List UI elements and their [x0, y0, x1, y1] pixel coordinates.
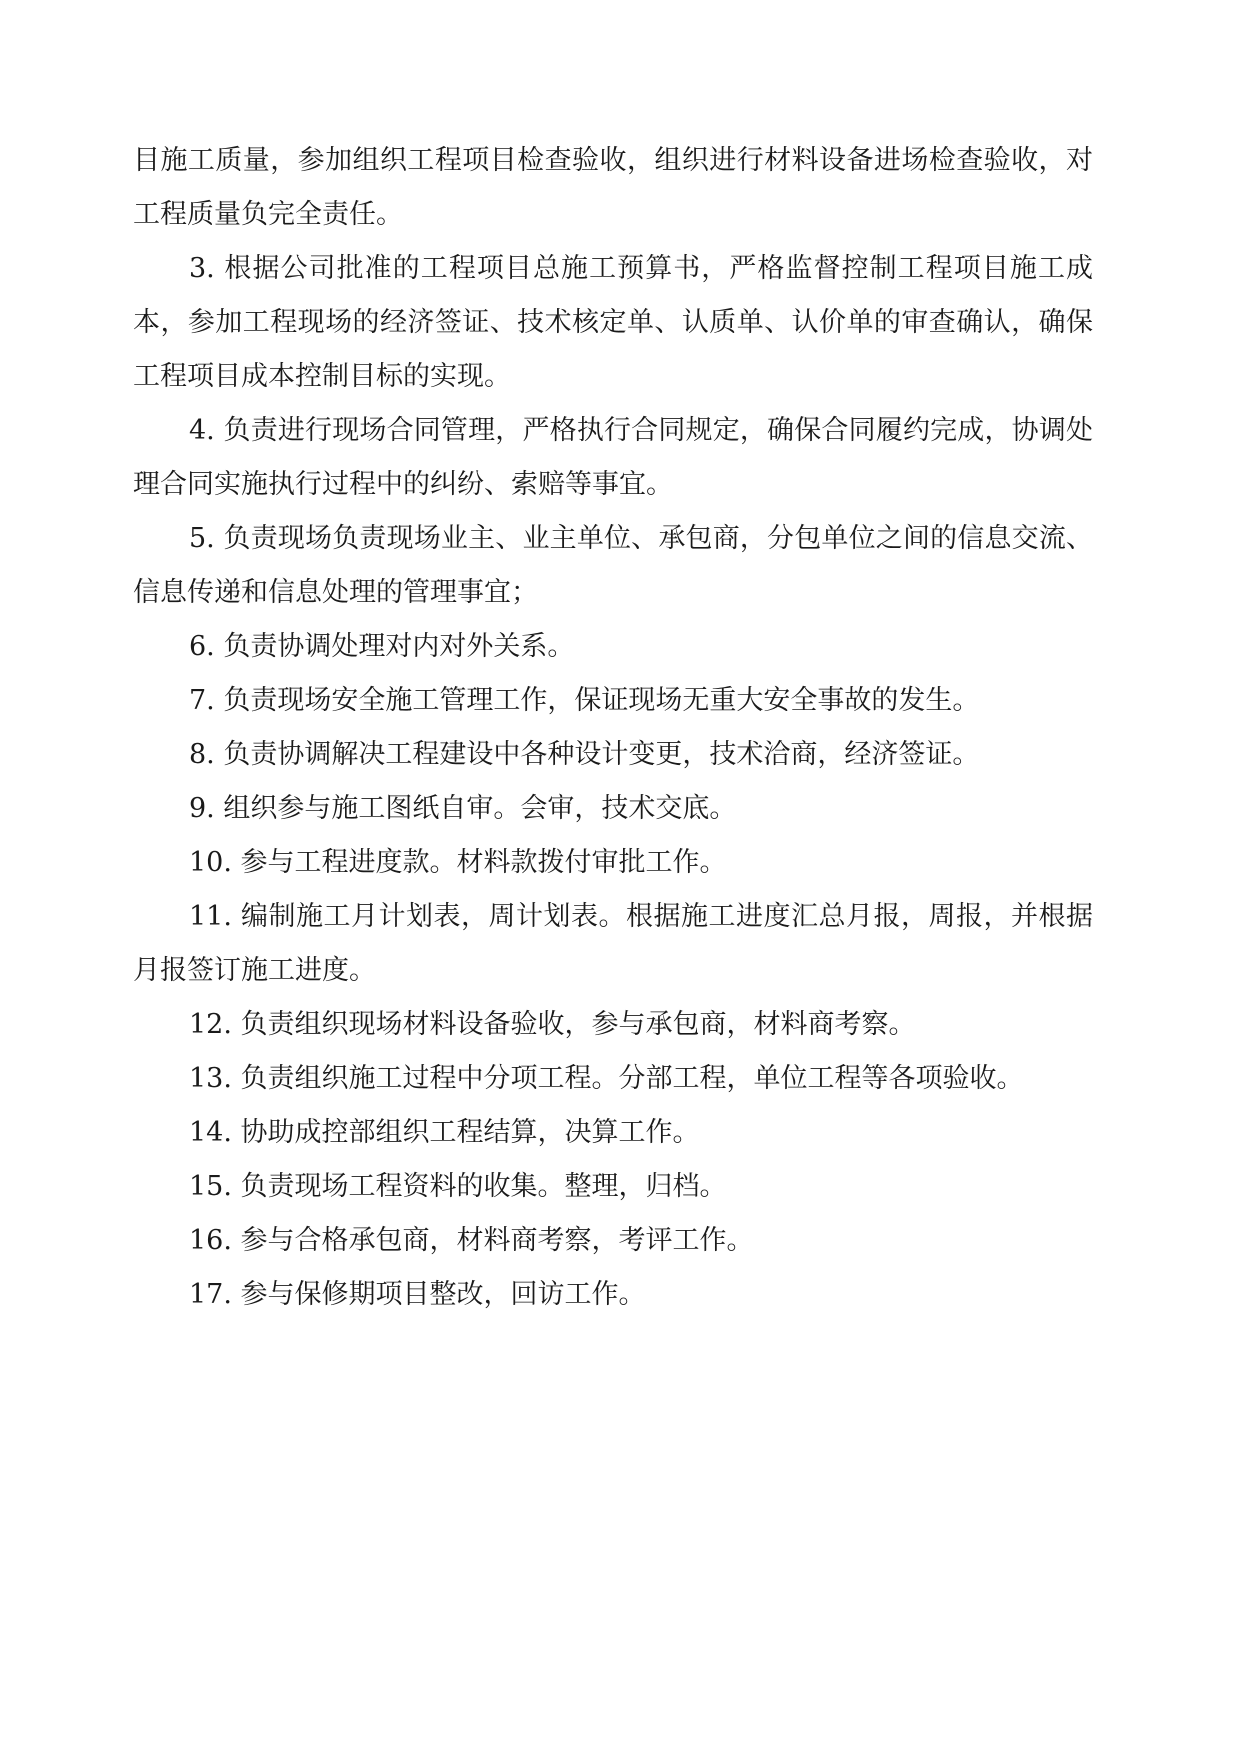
list-item-8: 8. 负责协调解决工程建设中各种设计变更，技术洽商，经济签证。 [189, 739, 980, 770]
list-item-4: 4. 负责进行现场合同管理，严格执行合同规定，确保合同履约完成，协调处理合同实施执行过程中的纠纷、索赔等事宜。 [133, 415, 1093, 500]
list-item-12: 12. 负责组织现场材料设备验收，参与承包商，材料商考察。 [189, 1009, 916, 1040]
list-item-17: 17. 参与保修期项目整改，回访工作。 [189, 1279, 646, 1310]
document-body [133, 134, 1093, 1322]
list-item-7: 7. 负责现场安全施工管理工作，保证现场无重大安全事故的发生。 [189, 685, 980, 716]
list-item-10: 10. 参与工程进度款。材料款拨付审批工作。 [189, 847, 727, 878]
list-item-14: 14. 协助成控部组织工程结算，决算工作。 [189, 1117, 700, 1148]
list-item-3: 3. 根据公司批准的工程项目总施工预算书，严格监督控制工程项目施工成本，参加工程现场的经济签证、技术核定单、认质单、认价单的审查确认，确保工程项目成本控制目标的实现。 [133, 253, 1093, 392]
list-item-13: 13. 负责组织施工过程中分项工程。分部工程，单位工程等各项验收。 [189, 1063, 1024, 1094]
list-item-6: 6. 负责协调处理对内对外关系。 [189, 631, 575, 662]
list-item-9: 9. 组织参与施工图纸自审。会审，技术交底。 [189, 793, 737, 824]
list-item-11: 11. 编制施工月计划表，周计划表。根据施工进度汇总月报，周报，并根据月报签订施工进度。 [133, 901, 1093, 986]
paragraph-continuation: 目施工质量，参加组织工程项目检查验收，组织进行材料设备进场检查验收，对工程质量负完全责任。 [133, 145, 1093, 230]
list-item-15: 15. 负责现场工程资料的收集。整理，归档。 [189, 1171, 727, 1202]
list-item-16: 16. 参与合格承包商，材料商考察，考评工作。 [189, 1225, 754, 1256]
list-item-5: 5. 负责现场负责现场业主、业主单位、承包商，分包单位之间的信息交流、信息传递和信息处理的管理事宜； [133, 523, 1093, 608]
